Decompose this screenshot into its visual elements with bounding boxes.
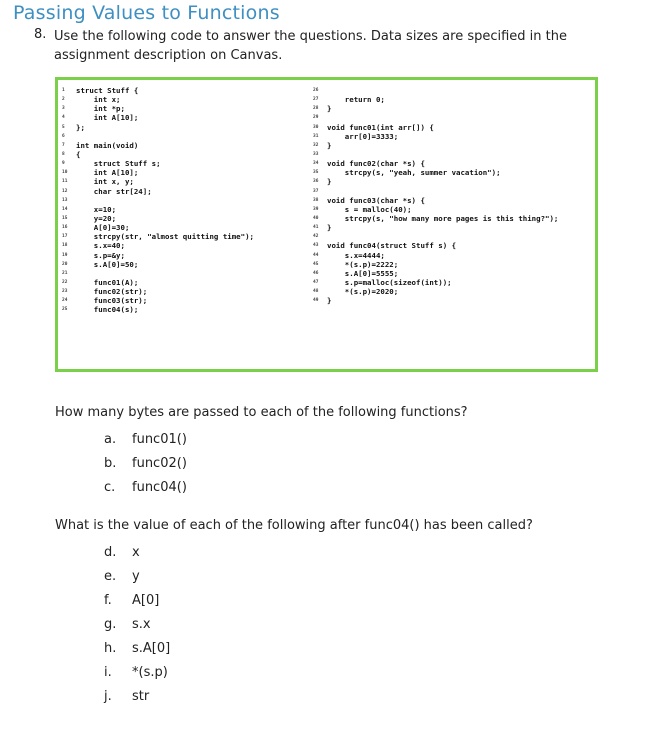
- code-text: }: [327, 177, 332, 187]
- line-number: 11: [62, 179, 68, 185]
- line-number: 42: [313, 234, 319, 240]
- code-line: [313, 177, 558, 186]
- code-line: [62, 260, 254, 269]
- code-text: void func03(char *s) {: [327, 195, 425, 205]
- line-number: 21: [62, 270, 68, 276]
- line-number: 20: [62, 261, 68, 267]
- code-line: [62, 168, 254, 177]
- line-number: 14: [62, 206, 68, 212]
- code-text: int *p;: [76, 104, 125, 114]
- item-label: c.: [104, 480, 116, 495]
- code-text: struct Stuff {: [76, 86, 139, 95]
- question-item: [104, 641, 170, 656]
- code-text: }: [327, 104, 332, 114]
- line-number: 33: [313, 151, 319, 157]
- line-number: 27: [313, 97, 319, 103]
- line-number: 49: [313, 298, 319, 304]
- line-number: 18: [62, 243, 68, 249]
- code-line: [313, 95, 558, 104]
- code-text: char str[24];: [76, 186, 152, 196]
- line-number: 9: [62, 161, 65, 167]
- item-text: A[0]: [132, 593, 160, 608]
- line-number: 35: [313, 170, 319, 176]
- code-line: [313, 223, 558, 232]
- code-text: func01(A);: [76, 277, 139, 287]
- line-number: 28: [313, 106, 319, 112]
- question-item: [104, 689, 149, 704]
- question-text: Use the following code to answer the questions. Data sizes are specified in the assignment description on Canvas.: [54, 29, 567, 63]
- code-text: s.x=4444;: [327, 250, 385, 260]
- code-text: *(s.p)=2222;: [327, 259, 399, 269]
- line-number: 46: [313, 270, 319, 276]
- code-line: [313, 196, 558, 205]
- code-line: [62, 95, 254, 104]
- line-number: 36: [313, 179, 319, 185]
- code-line: [62, 141, 254, 150]
- line-number: 19: [62, 252, 68, 258]
- code-line: [62, 187, 254, 196]
- item-text: y: [132, 569, 140, 584]
- item-label: j.: [104, 689, 112, 704]
- code-text: void func02(char *s) {: [327, 159, 425, 169]
- code-line: [62, 150, 254, 159]
- item-label: a.: [104, 432, 117, 447]
- question-item: [104, 569, 140, 584]
- question-item: [104, 480, 187, 495]
- code-text: s.p=&y;: [76, 250, 125, 260]
- code-column-left: [62, 86, 254, 315]
- code-line: [313, 251, 558, 260]
- code-line: [62, 287, 254, 296]
- item-label: d.: [104, 545, 117, 560]
- code-line: [313, 168, 558, 177]
- line-number: 12: [62, 188, 68, 194]
- line-number: 29: [313, 115, 319, 121]
- item-label: e.: [104, 569, 117, 584]
- line-number: 17: [62, 234, 68, 240]
- line-number: 40: [313, 215, 319, 221]
- line-number: 24: [62, 298, 68, 304]
- item-text: x: [132, 545, 140, 560]
- code-line: [313, 269, 558, 278]
- question-item: [104, 617, 151, 632]
- line-number: 23: [62, 289, 68, 295]
- line-number: 25: [62, 307, 68, 313]
- item-text: s.A[0]: [132, 641, 171, 656]
- code-line: [62, 278, 254, 287]
- line-number: 30: [313, 124, 319, 130]
- question-item: [104, 665, 168, 680]
- code-line: [62, 159, 254, 168]
- code-text: func02(str);: [76, 287, 148, 297]
- code-text: int A[10];: [76, 113, 139, 123]
- question-item: [104, 593, 159, 608]
- line-number: 39: [313, 206, 319, 212]
- line-number: 22: [62, 279, 68, 285]
- item-text: s.x: [132, 617, 151, 632]
- code-text: s.x=40;: [76, 241, 125, 251]
- code-text: s.p=malloc(sizeof(int));: [327, 277, 452, 287]
- code-column-right: [313, 86, 558, 305]
- code-text: };: [76, 122, 85, 132]
- line-number: 6: [62, 133, 65, 139]
- code-text: s.A[0]=5555;: [327, 268, 399, 278]
- code-text: s = malloc(40);: [327, 204, 412, 214]
- code-line: [313, 187, 558, 196]
- code-line: [313, 241, 558, 250]
- line-number: 48: [313, 289, 319, 295]
- code-line: [313, 214, 558, 223]
- value-question: What is the value of each of the following after func04() has been called?: [55, 518, 533, 533]
- code-text: s.A[0]=50;: [76, 259, 139, 269]
- line-number: 1: [62, 88, 65, 93]
- code-line: [62, 305, 254, 314]
- line-number: 4: [62, 115, 65, 121]
- line-number: 44: [313, 252, 319, 258]
- code-line: [62, 132, 254, 141]
- code-line: [62, 196, 254, 205]
- code-line: [313, 141, 558, 150]
- question-item: [104, 545, 140, 560]
- code-text: y=20;: [76, 213, 117, 223]
- code-line: [313, 260, 558, 269]
- code-text: strcpy(str, "almost quitting time");: [76, 232, 254, 242]
- line-number: 15: [62, 215, 68, 221]
- code-line: [313, 104, 558, 113]
- code-text: {: [76, 149, 81, 159]
- item-label: g.: [104, 617, 117, 632]
- code-text: A[0]=30;: [76, 223, 130, 233]
- code-line: [313, 287, 558, 296]
- line-number: 47: [313, 279, 319, 285]
- code-line: [62, 269, 254, 278]
- code-line: [313, 278, 558, 287]
- code-text: func03(str);: [76, 296, 148, 306]
- code-text: void func04(struct Stuff s) {: [327, 241, 457, 251]
- code-text: x=10;: [76, 204, 117, 214]
- line-number: 32: [313, 142, 319, 148]
- code-listing: [55, 77, 598, 372]
- code-text: int x, y;: [76, 177, 134, 187]
- code-line: [62, 86, 254, 95]
- code-line: [62, 113, 254, 122]
- code-line: [313, 132, 558, 141]
- code-line: [62, 177, 254, 186]
- line-number: 45: [313, 261, 319, 267]
- line-number: 34: [313, 161, 319, 167]
- code-line: [62, 251, 254, 260]
- item-label: h.: [104, 641, 117, 656]
- code-line: [313, 123, 558, 132]
- line-number: 43: [313, 243, 319, 249]
- item-text: *(s.p): [132, 665, 168, 680]
- line-number: 37: [313, 188, 319, 194]
- code-line: [313, 113, 558, 122]
- code-line: [313, 159, 558, 168]
- code-text: }: [327, 140, 332, 150]
- code-text: }: [327, 223, 332, 233]
- question-number: 8.: [34, 27, 47, 42]
- code-text: int main(void): [76, 140, 139, 150]
- bytes-question: How many bytes are passed to each of the following functions?: [55, 405, 468, 420]
- code-text: int A[10];: [76, 168, 139, 178]
- code-line: [313, 86, 558, 95]
- code-text: *(s.p)=2020;: [327, 287, 399, 297]
- code-text: strcpy(s, "yeah, summer vacation");: [327, 168, 501, 178]
- code-text: void func01(int arr[]) {: [327, 122, 434, 132]
- line-number: 8: [62, 151, 65, 157]
- item-text: func01(): [132, 432, 187, 447]
- code-line: [62, 104, 254, 113]
- code-line: [313, 232, 558, 241]
- code-line: [313, 150, 558, 159]
- item-text: func02(): [132, 456, 187, 471]
- item-label: b.: [104, 456, 117, 471]
- code-text: strcpy(s, "how many more pages is this thing?");: [327, 213, 559, 223]
- code-line: [62, 232, 254, 241]
- page-title: Passing Values to Functions: [13, 2, 280, 24]
- question-item: [104, 432, 187, 447]
- code-text: func04(s);: [76, 305, 139, 315]
- item-text: str: [132, 689, 150, 704]
- line-number: 13: [62, 197, 68, 203]
- code-text: return 0;: [327, 95, 385, 105]
- code-text: struct Stuff s;: [76, 159, 161, 169]
- code-line: [313, 296, 558, 305]
- line-number: 7: [62, 142, 65, 148]
- code-line: [62, 241, 254, 250]
- code-line: [62, 205, 254, 214]
- line-number: 41: [313, 225, 319, 231]
- code-line: [62, 296, 254, 305]
- question-item: [104, 456, 187, 471]
- code-line: [313, 205, 558, 214]
- code-line: [62, 214, 254, 223]
- line-number: 38: [313, 197, 319, 203]
- item-label: f.: [104, 593, 112, 608]
- code-text: }: [327, 296, 332, 306]
- line-number: 5: [62, 124, 65, 130]
- line-number: 31: [313, 133, 319, 139]
- item-text: func04(): [132, 480, 187, 495]
- line-number: 26: [313, 88, 319, 93]
- code-text: int x;: [76, 95, 121, 105]
- item-label: i.: [104, 665, 112, 680]
- code-line: [62, 123, 254, 132]
- line-number: 16: [62, 225, 68, 231]
- line-number: 2: [62, 97, 65, 103]
- line-number: 10: [62, 170, 68, 176]
- code-text: arr[0]=3333;: [327, 131, 399, 141]
- line-number: 3: [62, 106, 65, 112]
- code-line: [62, 223, 254, 232]
